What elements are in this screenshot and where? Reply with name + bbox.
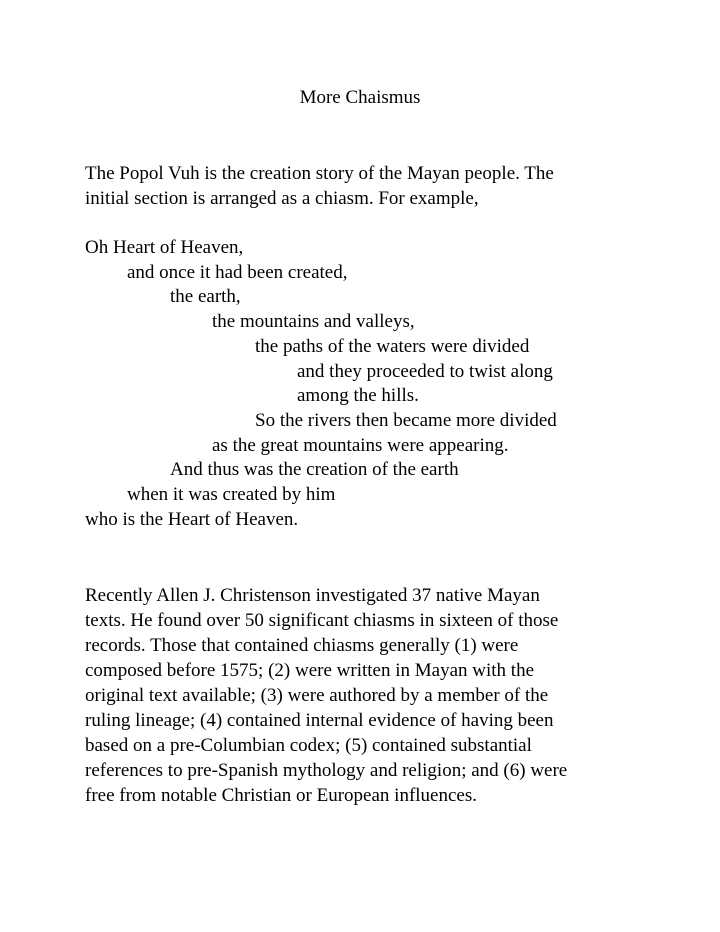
page-title: More Chaismus [299,87,421,108]
poem-line: Oh Heart of Heaven, [85,237,244,258]
closing-paragraph [85,583,645,808]
closing-line: based on a pre-Columbian codex; (5) contained substantial [85,735,532,756]
intro-line: initial section is arranged as a chiasm. For example, [85,188,479,209]
poem-line: when it was created by him [127,484,336,506]
chiasm-poem [85,236,685,532]
closing-line: ruling lineage; (4) contained internal evidence of having been [85,710,554,731]
poem-line: the paths of the waters were divided [255,335,530,357]
closing-line: composed before 1575; (2) were written in Mayan with the [85,660,535,681]
closing-line: records. Those that contained chiasms generally (1) were [85,635,519,656]
poem-line: and once it had been created, [127,261,348,283]
closing-line: Recently Allen J. Christenson investigated 37 native Mayan [85,585,540,606]
poem-line: as the great mountains were appearing. [212,434,509,456]
poem-line: the mountains and valleys, [212,311,415,333]
closing-line: free from notable Christian or European influences. [85,785,477,806]
poem-line: And thus was the creation of the earth [170,459,459,481]
intro-paragraph [85,161,645,211]
closing-line: original text available; (3) were authored by a member of the [85,685,549,706]
intro-line: The Popol Vuh is the creation story of the Mayan people. The [85,163,554,184]
poem-line: who is the Heart of Heaven. [85,508,299,530]
poem-line: So the rivers then became more divided [255,409,557,431]
closing-line: references to pre-Spanish mythology and religion; and (6) were [85,760,568,781]
poem-line: the earth, [170,286,241,308]
closing-line: texts. He found over 50 significant chiasms in sixteen of those [85,610,559,631]
poem-line: among the hills. [297,385,419,407]
poem-line: and they proceeded to twist along [297,360,553,382]
